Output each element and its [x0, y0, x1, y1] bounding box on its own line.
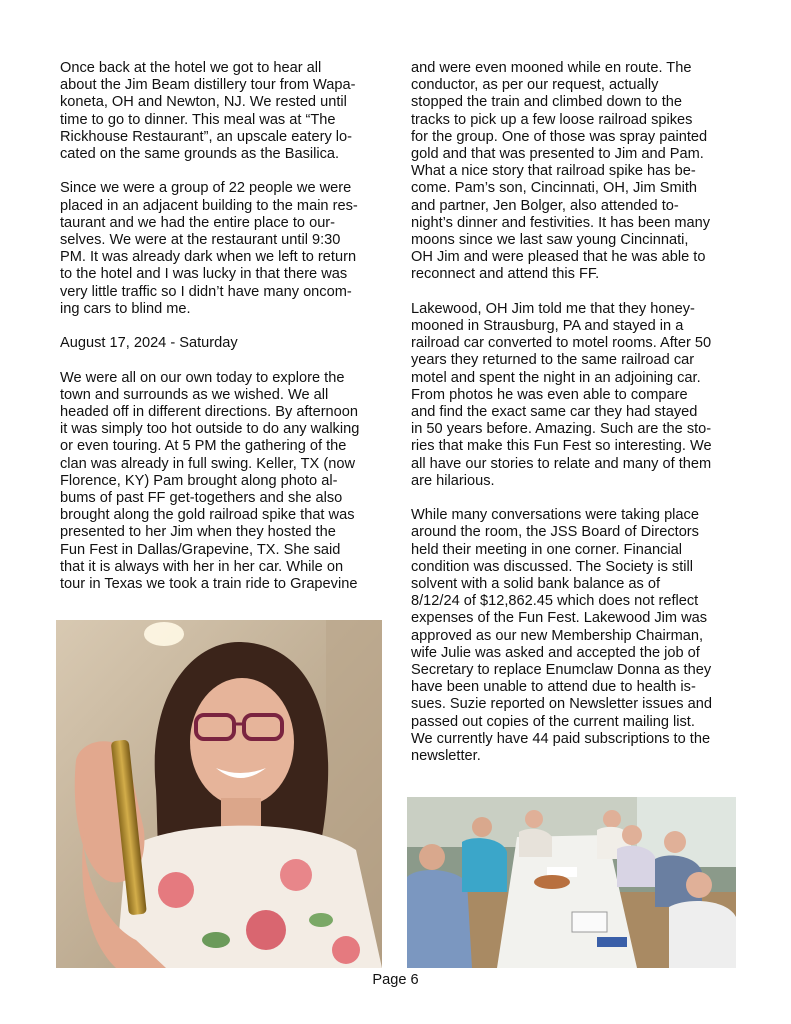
date-heading: August 17, 2024 - Saturday: [60, 335, 238, 352]
photo-meeting-illustration: [407, 797, 736, 968]
paragraph-honeymoon: Lakewood, OH Jim told me that they honey- mooned in Strausburg, PA and stayed in a railroad car converted to motel rooms. After 50 years they returned to the same railroad car motel and spent the night in an adjoining car. From photos he was even able to compare and find the exact same car they had stayed in 50 years before. Amazing. Such are the sto- ries that make this Fun Fest so interesting. We all have our stories to relate and many of them are hilarious.: [411, 300, 712, 489]
right-column: [411, 60, 733, 782]
photo-woman-with-gold-spike: [56, 620, 382, 968]
photo-board-meeting: [407, 797, 736, 968]
paragraph-board-meeting: While many conversations were taking place around the room, the JSS Board of Directors held their meeting in one corner. Financial condition was discussed. The Society is still solvent with a solid bank balance as of 8/12/24 of $12,862.45 which does not reflect expenses of the Fun Fest. Lakewood Jim was approved as our new Membership Chairman, wife Julie was asked and accepted the job of Secretary to replace Enumclaw Donna as they have been unable to attend due to health is- sues. Suzie reported on Newsletter issues and passed out copies of the current mailing list. We currently have 44 paid subscriptions to the newsletter.: [411, 507, 712, 765]
paragraph-hotel-return: Once back at the hotel we got to hear all about the Jim Beam distillery tour from Wapa- koneta, OH and Newton, NJ. We rested until time to go to dinner. This meal was at “The Rickhouse Restaurant”, an upscale eatery lo- cated on the same grounds as the Basilica.: [60, 60, 356, 163]
photo-woman-illustration: [56, 620, 382, 968]
paragraph-restaurant: Since we were a group of 22 people we were placed in an adjacent building to the main res- taurant and we had the entire place to our- selves. We were at the restaurant until 9:30 PM. It was already dark when we left to return to the hotel and I was lucky in that there was very little traffic so I didn’t have many oncom- ing cars to blind me.: [60, 180, 358, 317]
page-number: Page 6: [372, 972, 419, 988]
left-column: [60, 60, 378, 610]
paragraph-saturday: We were all on our own today to explore the town and surrounds as we wished. We all headed off in different directions. By afternoon it was simply too hot outside to do any walking or even touring. At 5 PM the gathering of the clan was already in full swing. Keller, TX (now Florence, KY) Pam brought along photo al- bums of past FF get-togethers and she also brought along the gold railroad spike that was presented to her Jim when they hosted the Fun Fest in Dallas/Grapevine, TX. She said that it is always with her in her car. While on tour in Texas we took a train ride to Grapevine: [60, 369, 360, 593]
paragraph-train-ride: and were even mooned while en route. The conductor, as per our request, actually stopped the train and climbed down to the tracks to pick up a few loose railroad spikes for the group. One of those was spray painted gold and that was presented to Jim and Pam. What a nice story that railroad spike has be- come. Pam’s son, Cincinnati, OH, Jim Smith and partner, Jen Bolger, also attended to- night’s dinner and festivities. It has been many moons since we last saw young Cincinnati, OH Jim and were pleased that he was able to reconnect and attend this FF.: [411, 60, 711, 283]
